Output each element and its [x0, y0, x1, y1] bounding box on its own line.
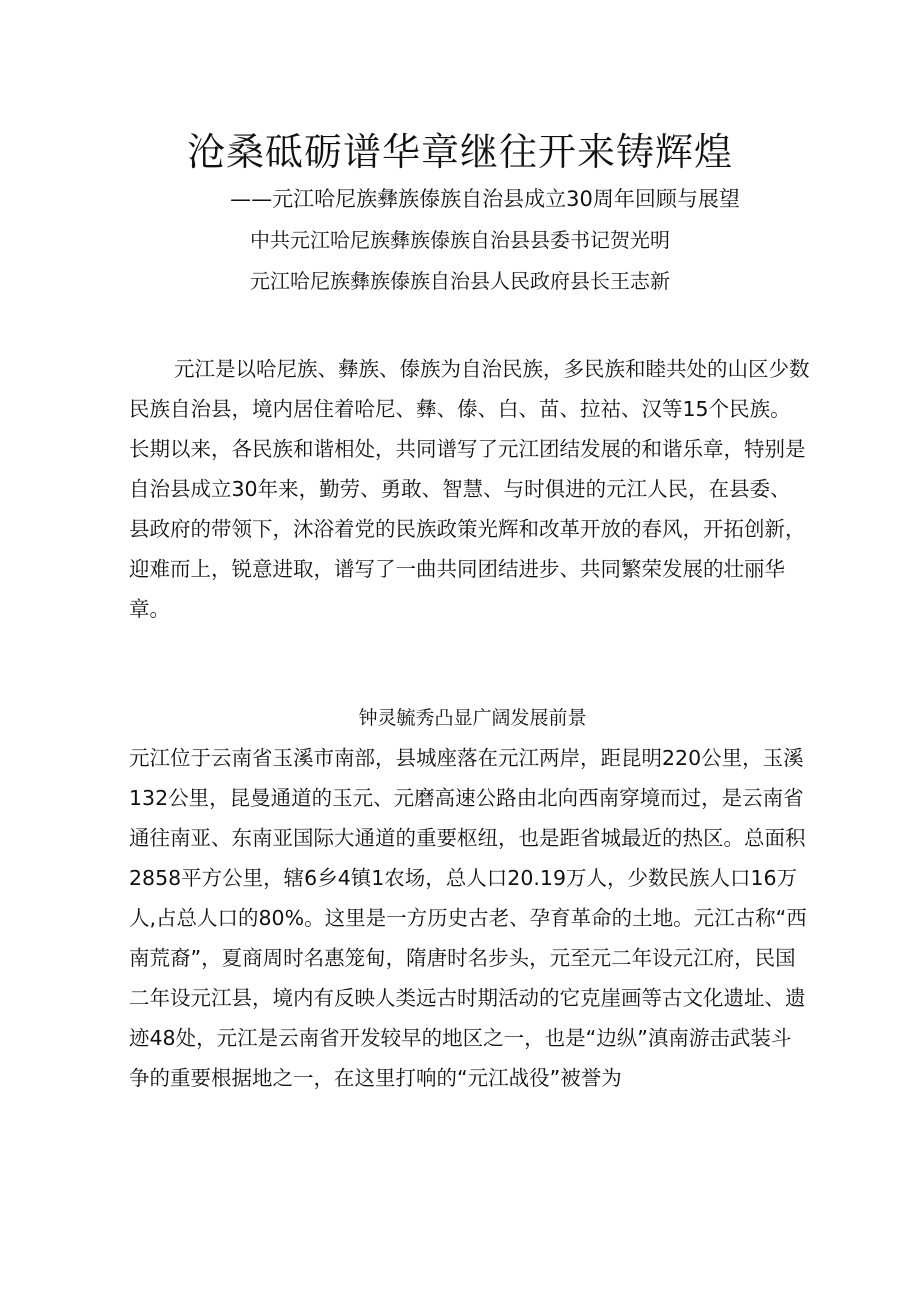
section-heading: 钟灵毓秀凸显广阔发展前景: [358, 707, 587, 729]
document-subtitle: ——元江哈尼族彝族傣族自治县成立30周年回顾与展望: [230, 187, 740, 211]
author-line-2: 元江哈尼族彝族傣族自治县人民政府县长王志新: [250, 269, 670, 293]
author-line-1: 中共元江哈尼族彝族傣族自治县县委书记贺光明: [250, 228, 670, 252]
intro-paragraph: 元江是以哈尼族、彝族、傣族为自治民族，多民族和睦共处的山区少数民族自治县，境内居住着哈尼、彝、傣、白、苗、拉祜、汉等15个民族。长期以来，各民族和谐相处，共同谱写了元江团结发展的和谐乐章，特别是自治县成立30年来，勤劳、勇敢、智慧、与时俱进的元江人民，在县委、县政府的带领下，沐浴着党的民族政策光辉和改革开放的春风，开拓创新，迎难而上，锐意进取，谱写了一曲共同团结进步、共同繁荣发展的壮丽华章。: [129, 357, 810, 621]
document-title: 沧桑砥砺谱华章继往开来铸辉煌: [186, 130, 733, 174]
section-paragraph: 元江位于云南省玉溪市南部，县城座落在元江两岸，距昆明220公里，玉溪132公里，昆曼通道的玉元、元磨高速公路由北向西南穿境而过，是云南省通往南亚、东南亚国际大通道的重要枢纽，也是距省城最近的热区。总面积2858平方公里，辖6乡4镇1农场，总人口20.19万人，少数民族人口16万人,占总人口的80%。这里是一方历史古老、孕育革命的土地。元江古称“西南荒裔”，夏商周时名惠笼甸，隋唐时名步头，元至元二年设元江府，民国二年设元江县，境内有反映人类远古时期活动的它克崖画等古文化遗址、遗迹48处，元江是云南省开发较早的地区之一，也是“边纵”滇南游击武装斗争的重要根据地之一，在这里打响的“元江战役”被誉为: [129, 746, 807, 1090]
